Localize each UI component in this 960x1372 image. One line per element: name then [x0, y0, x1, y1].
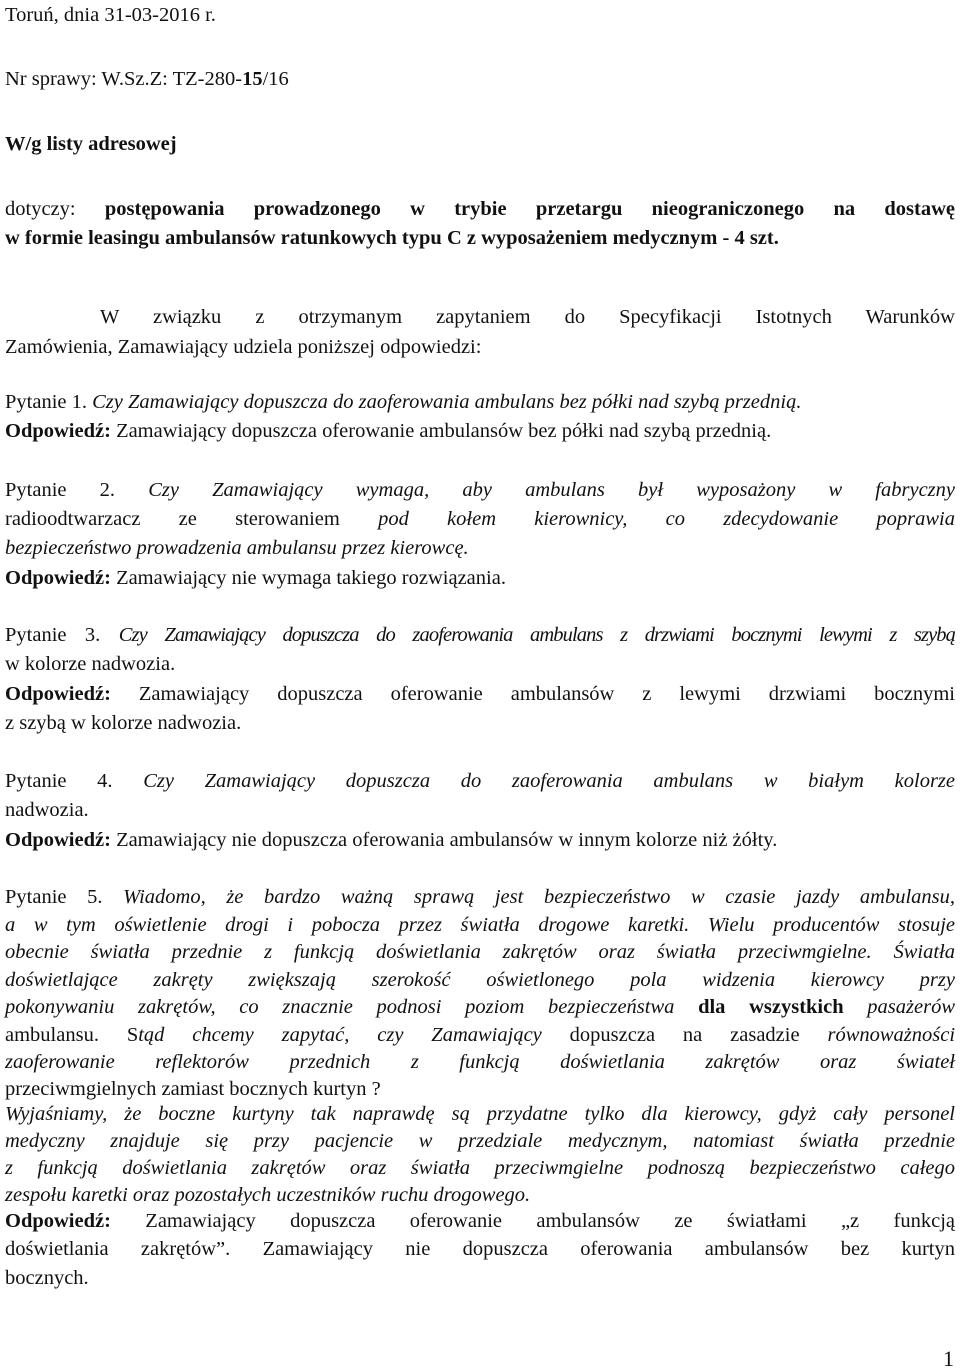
q5-explanation-4: zespołu karetki oraz pozostałych uczestników ruchu drogowego.	[5, 1184, 531, 1206]
subject-line-1	[5, 197, 955, 221]
q5-line-3: obecnie światła przednie z funkcją doświetlania zakrętów oraz światła przeciwmgielne. Światła	[5, 941, 955, 963]
q4-line-2: nadwozia.	[5, 799, 89, 821]
q5-line-6	[5, 1023, 955, 1047]
q5-answer-line-1	[5, 1209, 955, 1233]
page-number: 1	[943, 1346, 954, 1371]
q2-answer-line	[5, 566, 506, 590]
q3-line-1	[5, 623, 955, 647]
q5-answer-label: Odpowiedź:	[5, 1210, 111, 1232]
case-number	[5, 67, 289, 91]
q2-question-2b: pod kołem kierownicy, co zdecydowanie poprawia	[378, 508, 956, 530]
intro-line-1: W związku z otrzymanym zapytaniem do Specyfikacji Istotnych Warunków	[100, 306, 955, 328]
q5-answer-line-2: doświetlania zakrętów”. Zamawiający nie dopuszcza oferowania ambulansów bez kurtyn	[5, 1238, 955, 1260]
q5-line-4: doświetlające zakręty zwiększają szerokość oświetlonego pola widzenia kierowcy przy	[5, 969, 955, 991]
q5-question-5a: pokonywaniu zakrętów, co znacznie podnosi poziom bezpieczeństwa	[5, 996, 675, 1018]
place-date: Toruń, dnia 31-03-2016 r.	[5, 4, 216, 26]
intro-line-2: Zamówienia, Zamawiający udziela poniższej odpowiedzi:	[5, 336, 482, 358]
q5-line-8: przeciwmgielnych zamiast bocznych kurtyn ?	[5, 1078, 381, 1100]
q1-label: Pytanie 1.	[5, 391, 87, 413]
q3-answer-1: Zamawiający dopuszcza oferowanie ambulansów z lewymi drzwiami bocznymi	[138, 683, 955, 705]
q2-line-1	[5, 478, 955, 502]
q1-question: Czy Zamawiający dopuszcza do zaoferowania ambulans bez półki nad szybą przednią.	[92, 391, 802, 413]
case-number-prefix: Nr sprawy: W.Sz.Z: TZ-280-	[5, 68, 243, 90]
q5-explanation-1: Wyjaśniamy, że boczne kurtyny tak naprawdę są przydatne tylko dla kierowcy, gdyż cały personel	[5, 1103, 955, 1125]
q3-answer-line-1	[5, 682, 955, 706]
recipients: W/g listy adresowej	[5, 133, 177, 155]
q5-question-6b: tąd chcemy zapytać, czy Zamawiający	[138, 1024, 542, 1046]
q2-label: Pytanie 2.	[5, 479, 116, 501]
q3-question-1: Czy Zamawiający dopuszcza do zaoferowania ambulans z drzwiami bocznymi lewymi z szybą	[118, 624, 956, 646]
q5-answer-1: Zamawiający dopuszcza oferowanie ambulansów ze światłami „z funkcją	[145, 1210, 955, 1232]
q2-question-2a: radioodtwarzacz ze sterowaniem	[5, 508, 340, 530]
q2-answer-label: Odpowiedź:	[5, 567, 111, 589]
q2-line-2	[5, 507, 955, 531]
q1-answer-label: Odpowiedź:	[5, 420, 111, 442]
q5-line-1	[5, 885, 955, 909]
q2-line-3: bezpieczeństwo prowadzenia ambulansu przez kierowcę.	[5, 537, 469, 559]
subject-text-1: postępowania prowadzonego w trybie przetargu nieograniczonego na dostawę	[104, 198, 956, 220]
q4-answer-label: Odpowiedź:	[5, 829, 111, 851]
q5-answer-line-3: bocznych.	[5, 1267, 89, 1289]
subject-line-2: w formie leasingu ambulansów ratunkowych typu C z wyposażeniem medycznym - 4 szt.	[5, 227, 779, 249]
q2-answer: Zamawiający nie wymaga takiego rozwiązania.	[116, 567, 506, 589]
q5-question-5b: dla wszystkich	[698, 996, 844, 1018]
q5-explanation-2: medyczny znajduje się przy pacjencie w przedziale medycznym, natomiast światła przednie	[5, 1130, 955, 1152]
case-number-suffix: /16	[262, 68, 289, 90]
q4-label: Pytanie 4.	[5, 770, 113, 792]
q1-answer: Zamawiający dopuszcza oferowanie ambulansów bez półki nad szybą przednią.	[116, 420, 772, 442]
q3-answer-line-2: z szybą w kolorze nadwozia.	[5, 712, 242, 734]
q5-question-6d: równoważności	[827, 1024, 956, 1046]
q5-line-7: zaoferowanie reflektorów przednich z funkcją doświetlania zakrętów oraz świateł	[5, 1051, 955, 1073]
q3-line-2: w kolorze nadwozia.	[5, 653, 176, 675]
q2-question-1: Czy Zamawiający wymaga, aby ambulans był wyposażony w fabryczny	[148, 479, 955, 501]
case-number-bold: 15	[242, 68, 263, 90]
q5-line-5	[5, 995, 955, 1019]
q5-question-1: Wiadomo, że bardzo ważną sprawą jest bezpieczeństwo w czasie jazdy ambulansu,	[123, 886, 955, 908]
q3-label: Pytanie 3.	[5, 624, 101, 646]
q1-answer-line	[5, 419, 771, 443]
q4-line-1	[5, 769, 955, 793]
q5-question-6a: ambulansu. S	[5, 1024, 139, 1046]
q3-answer-label: Odpowiedź:	[5, 683, 111, 705]
q4-question-1: Czy Zamawiający dopuszcza do zaoferowania ambulans w białym kolorze	[143, 770, 955, 792]
q5-question-5c: pasażerów	[867, 996, 956, 1018]
q5-question-6c: dopuszcza na zasadzie	[569, 1024, 800, 1046]
q5-line-2: a w tym oświetlenie drogi i pobocza przez światła drogowe karetki. Wielu producentów stosuje	[5, 914, 955, 936]
q5-label: Pytanie 5.	[5, 886, 103, 908]
q5-explanation-3: z funkcją doświetlania zakrętów oraz światła przeciwmgielne podnoszą bezpieczeństwo całego	[5, 1157, 955, 1179]
q1-line	[5, 390, 801, 414]
subject-prefix: dotyczy:	[5, 198, 76, 220]
q4-answer-line	[5, 828, 777, 852]
q4-answer: Zamawiający nie dopuszcza oferowania ambulansów w innym kolorze niż żółty.	[116, 829, 778, 851]
